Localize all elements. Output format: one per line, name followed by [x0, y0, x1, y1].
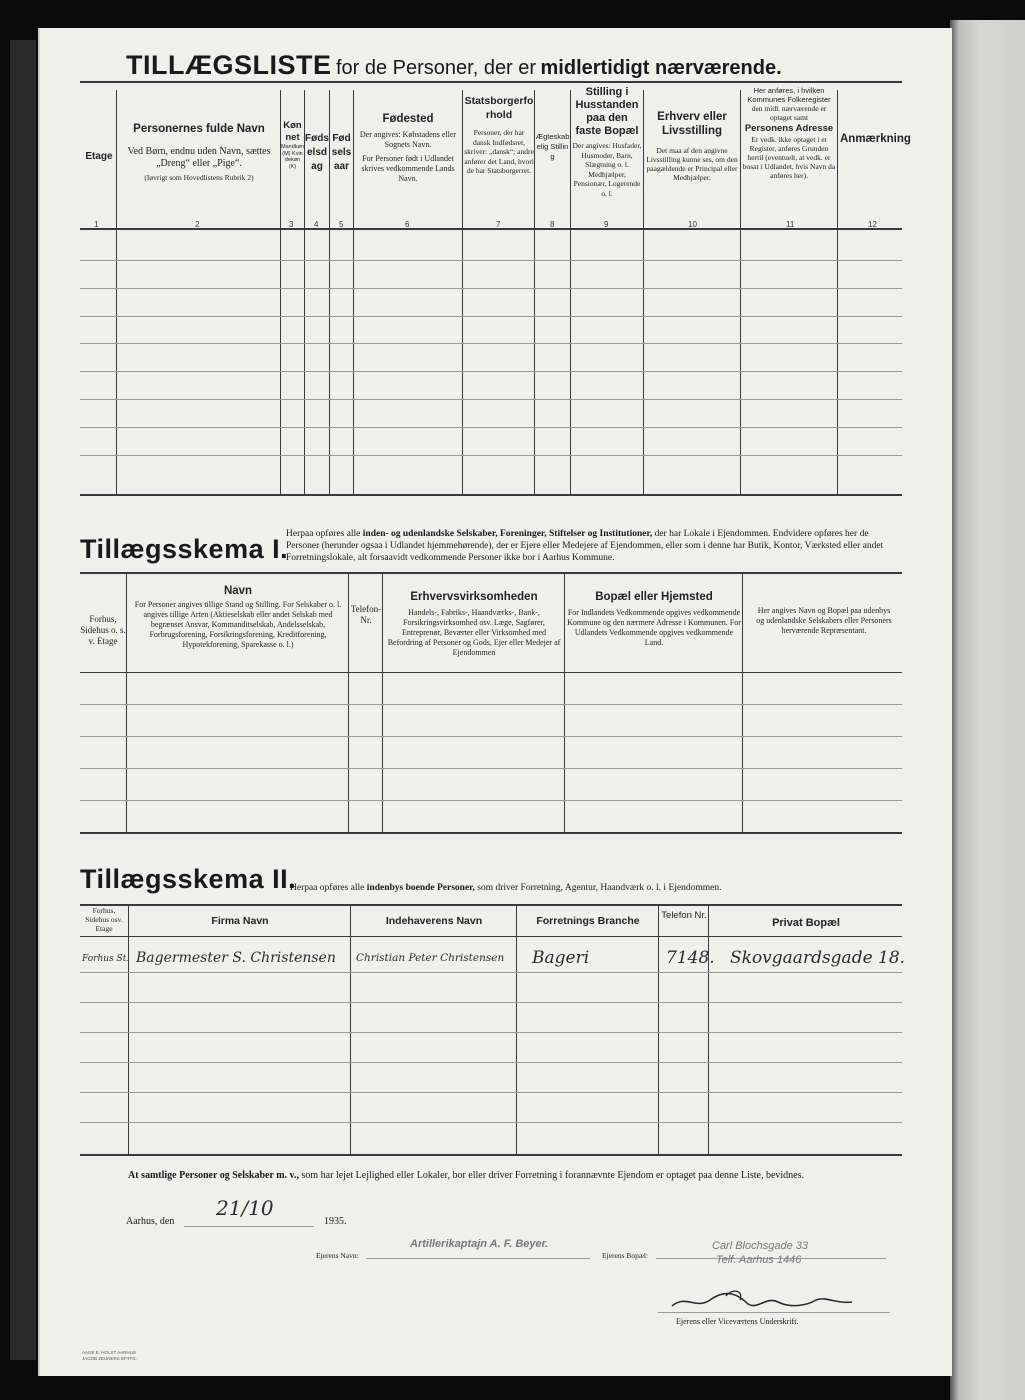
title-main: TILLÆGSLISTE [126, 50, 332, 80]
page-edge [10, 40, 36, 1360]
s2-row1-indehaver: Christian Peter Christensen [356, 952, 505, 964]
col-stilling-header: Stilling i Husstanden paa den faste Bopæl Der angives: Husfader, Husmoder, Barn, Slægtning o. l. Medhjælper, Pensionær, Logerende o. l. [572, 86, 642, 198]
s2-row1-telefon: 7148. [666, 948, 715, 968]
t1-header-rule [80, 228, 902, 230]
s2-col-firma: Firma Navn [211, 915, 269, 927]
footer-year: 1935. [324, 1216, 347, 1227]
col-etage-header: Etage [85, 151, 113, 162]
s1-col-etage: Forhus, Sidehus o. s. v. Etage [80, 614, 126, 646]
col-foedselsdag-header: Fødselsdag [305, 133, 329, 172]
s2-col-indehaver: Indehaverens Navn [385, 915, 483, 927]
adjacent-page [950, 20, 1025, 1400]
address-stamp-line2: Telf. Aarhus 1446 [716, 1254, 802, 1266]
col-foedested-header: Fødested Der angives: Købstadens eller Sognets Navn. For Personer født i Udlandet skrives vedkommende Lands Navn. [359, 113, 457, 183]
col-erhverv-header: Erhverv eller Livsstilling Det maa af den angivne Livsstilling kunne ses, om den paagældende er Principal eller Medhjælper. [646, 111, 738, 182]
address-stamp-line1: Carl Blochsgade 33 [712, 1240, 809, 1252]
s1-col-erhverv: Erhvervsvirksomheden Handels-, Fabriks-, Haandværks-, Bank-, Forsikringsvirksomhed osv. Læge, Sagfører, Entreprenør, Beværter eller Virksomhed med Befordring af Personer og Gods, Ejer eller Medejer af Ejendommen [387, 591, 561, 657]
owner-label: Ejerens Navn: [316, 1251, 359, 1260]
col-anmaerkning-header: Anmærkning [840, 133, 911, 145]
s2-col-telefon: Telefon Nr. [661, 910, 707, 921]
address-label: Ejerens Bopæl: [602, 1251, 649, 1260]
s2-row1-firma: Bagermester S. Christensen [136, 950, 336, 966]
s2-col-bopael: Privat Bopæl [772, 917, 840, 929]
s2-col-branche: Forretnings Branche [536, 915, 640, 927]
title-bold: midlertidigt nærværende. [540, 57, 782, 79]
owner-stamp: Artillerikaptajn A. F. Beyer. [410, 1238, 549, 1250]
footer-place: Aarhus, den [126, 1216, 175, 1227]
signature-scribble [666, 1284, 866, 1314]
col-statsborger-header: Statsborgerforhold Personer, der har dansk Indfødsret, skriver: „dansk“; andre anfører det Land, hvori de har Statsborgerret. [464, 95, 534, 175]
skema2-intro: Herpaa opføres alle indenbys boende Personer, som driver Forretning, Agentur, Haandværk o. l. i Ejendommen. [290, 883, 722, 893]
title-rest: for de Personer, der er [335, 57, 537, 79]
s2-row1-branche: Bageri [532, 948, 590, 968]
s1-col-telefon: Telefon-Nr. [350, 604, 382, 625]
skema1-intro: Herpaa opføres alle inden- og udenlandske Selskaber, Foreninger, Stiftelser og Institutioner, der har Lokale i Ejendommen. Endvidere opføres her de Personer (herunder ogsaa i Udlandet hjemmehørende), der er Ejere eller Medejere af Ejendommen, eller som i denne har Butik, Kontor, Værksted eller andet Forretningslokale, alt forsaavidt vedkommende Personer ikke bor i Aarhus Kommune. [286, 529, 884, 563]
footer-date: 21/10 [216, 1196, 274, 1220]
skema1-title: Tillægsskema I. [80, 534, 289, 564]
signature-label: Ejerens eller Viceværtens Underskrift. [676, 1317, 799, 1326]
skema2-title: Tillægsskema II. [80, 864, 297, 894]
col-navn-header: Personernes fulde Navn Ved Børn, endnu uden Navn, sættes „Dreng“ eller „Pige“. (Iøvrigt som Hovedlistens Rubrik 2) [127, 123, 271, 182]
s1-col-repraesentant: Her angives Navn og Bopæl paa udenbys og udenlandske Selskabers eller Personers herværende Repræsentant. [756, 606, 892, 635]
s1-col-bopael: Bopæl eller Hjemsted For Indlandets Vedkommende opgives vedkommende Kommune og den nærmere Adresse i Kommunen. For Udlandets Vedkommende opgives vedkommende Land. [567, 591, 741, 647]
s2-row1-etage: Forhus St. [82, 954, 130, 964]
page-title [126, 50, 782, 81]
s1-col-navn: Navn For Personer angives tillige Stand og Stilling. For Selskaber o. l. angives tillige Arten (Aktieselskab eller andet Selskab med begrænset Ansvar, Kommanditselskab, Andelsselskab, Forbrugsforening, Forsikringsforening, Kreditforening, Hypotekforening, Sparekasse o. l.) [134, 585, 342, 649]
col-koennet-header: Kønnet Mandkøn (M) Kvindekøn (K) [281, 120, 304, 170]
footer-statement: At samtlige Personer og Selskaber m. v., som har lejet Lejlighed eller Lokaler, bor eller driver Forretning i forannævnte Ejendom er optaget paa denne Liste, bevidnes. [128, 1170, 804, 1181]
s2-row1-bopael: Skovgaardsgade 18. [730, 948, 906, 968]
col-folkeregister-header: Her anføres, i hvilken Kommunes Folkeregister den midl. nærværende er optaget samt Personens Adresse Er vedk. ikke optaget i et Register, anføres Grunden hertil (eventuelt, at vedk. er bosat i Udlandet, hvis Navn da anføres her). [742, 86, 836, 180]
col-aegteskab-header: Ægteskabelig Stilling [535, 132, 570, 161]
t1-top-rule [80, 81, 902, 83]
s2-col-etage: Forhus, Sidehus osv. Etage [85, 906, 123, 933]
form-page: TILLÆGSLISTE for de Personer, der er midlertidigt nærværende. Etage 1 Personernes fulde Navn Ved Børn, endnu uden Navn, sættes „Dreng“ eller „Pige“. (Iøvrigt som Hovedlistens Rubrik 2) 2 Kønnet Mandkøn (M) Kvindekøn (K) 3 Fødselsdag 4 Fødselsaar 5 Fødested Der angives: Købstadens eller Sognets Navn. For Personer født i Udlandet skrives vedkommende Lands Navn. 6 Statsborgerforhold Personer, der har dansk Indfødsret, skriver: „dansk“; andre anfører det Land, hvori de har Statsborgerret. 7 Ægteskabelig Stilling 8 Stilling i Husstanden paa den faste Bopæl Der angives: Husfader, Husmoder, Barn, Slægtning o. l. Medhjælper, Pensionær, Logerende o. l. 9 Erhverv eller Livsstilling Det maa af den angivne Livsstilling kunne ses, om den paagældende er Principal eller Medhjælper. 10 Her anføres, i hvilken Kommunes Folkeregister den midl. nærværende er optaget samt Personens Adresse Er vedk. ikke optaget i et Register, anføres Grunden hertil (eventuelt, at vedk. er bosat i Udlandet, hvis Navn da anføres her). 11 Anmærkning 12 Tillægsskema I. Herpaa opføres alle inden- og udenlandske Selskaber, Foreninger, Stiftelser og Institutioner, der har Lokale i Ejendommen. Endvidere opføres her de Personer (herunder ogsaa i Udlandet hjemmehørende), der er Ejere eller Medejere af Ejendommen, eller som i denne har Butik, Kontor, Værksted eller andet Forretningslokale, alt forsaavidt vedkommende Personer ikke bor i Aarhus Kommune. Forhus, Sidehus o. s. v. Etage Navn For Personer angives tillige Stand og Stilling. For Selskaber o. l. angives tillige Arten (Aktieselskab eller andet Selskab med begrænset Ansvar, Kommanditselskab, Andelsselskab, Forbrugsforening, Forsikringsforening, Kreditforening, Hypotekforening, Sparekasse o. l.) Telefon-Nr. Erhvervsvirksomheden Handels-, Fabriks-, Haandværks-, Bank-, Forsikringsvirksomhed osv. Læge, Sagfører, Entreprenør, Beværter eller Virksomhed med Befordring af Personer og Gods, Ejer eller Medejer af Ejendommen Bopæl eller Hjemsted For Indlandets Vedkommende opgives vedkommende Kommune og den nærmere Adresse i Kommunen. For Udlandets Vedkommende opgives vedkommende Land. Her angives Navn og Bopæl paa udenbys og udenlandske Selskabers eller Personers herværende Repræsentant. Tillægsskema II. Herpaa opføres alle indenbys boende Personer, som driver Forretning, Agentur, Haandværk o. l. i Ejendommen. Forhus, Sidehus osv. Etage Firma Navn Indehaverens Navn Forretnings Branche Telefon Nr. Privat Bopæl Forhus St. Bagermester S. Christensen Christian Peter Christensen Bageri 7148. Skovgaardsgade 18. At samtlige Personer og Selskaber m. v., som har lejet Lejlighed eller Lokaler, bor eller driver Forretning i forannævnte Ejendom er optaget paa denne Liste, bevidnes. Aarhus, den 21/10 1935. Ejerens Navn: Artillerikaptajn A. F. Beyer. Ejerens Bopæl: Carl Blochsgade 33 Telf. Aarhus 1446 Ejerens eller Viceværtens Underskrift. AAGE E. HOLST AARHUS JACOB ZEUNERS EFTFG. [38, 28, 952, 1376]
printer-imprint: AAGE E. HOLST AARHUS JACOB ZEUNERS EFTFG. [82, 1350, 138, 1361]
col-foedselsaar-header: Fødselsaar [331, 133, 352, 172]
t1-bottom-rule [80, 494, 902, 496]
